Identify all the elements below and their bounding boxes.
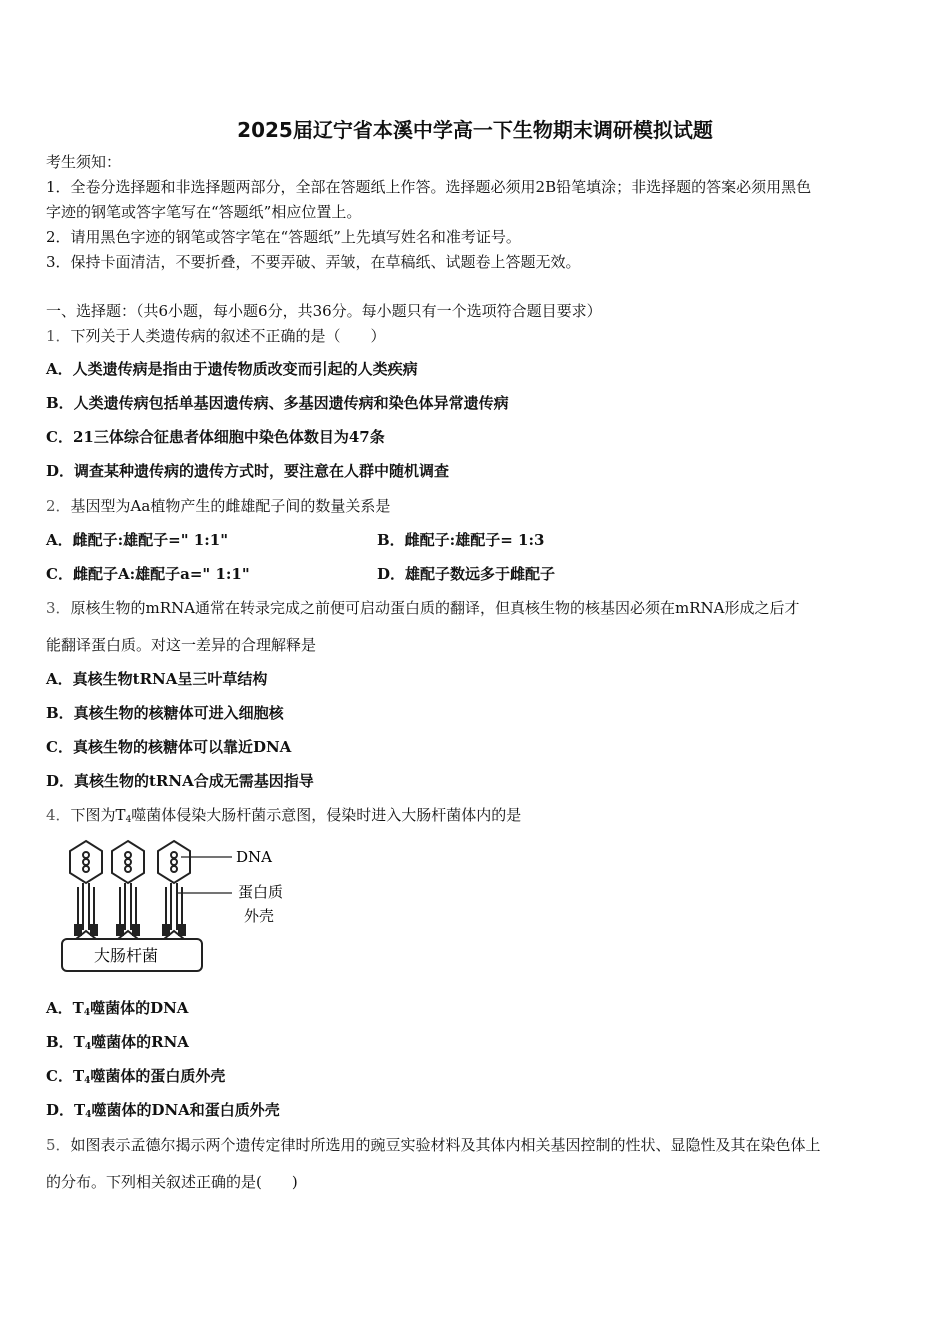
label-dna: DNA: [236, 848, 272, 866]
notice-line: 1．全卷分选择题和非选择题两部分，全部在答题纸上作答。选择题必须用2B铅笔填涂；非选择题的答案必须用黑色: [46, 178, 812, 196]
question-stem: 基因型为Aa植物产生的雌雄配子间的数量关系是: [70, 497, 391, 515]
option-c: C．雌配子A:雄配子a=" 1:1": [46, 565, 250, 583]
option-text: A．T: [46, 999, 84, 1017]
notice-heading: 考生须知：: [46, 153, 122, 171]
option-text: 噬菌体的DNA和蛋白质外壳: [91, 1101, 280, 1119]
question-stem: 下图为T: [70, 806, 126, 824]
question-number: 4．: [46, 806, 71, 824]
question-4: [46, 805, 521, 830]
option-a: A．真核生物tRNA呈三叶草结构: [46, 670, 268, 688]
option-a: A．人类遗传病是指由于遗传物质改变而引起的人类疾病: [46, 360, 418, 378]
option-b: B．真核生物的核糖体可进入细胞核: [46, 704, 284, 722]
option-b: [46, 1032, 189, 1057]
option-text: 噬菌体的蛋白质外壳: [90, 1067, 226, 1085]
option-text: 噬菌体的DNA: [90, 999, 189, 1017]
question-5: [46, 1135, 821, 1155]
option-b: B．人类遗传病包括单基因遗传病、多基因遗传病和染色体异常遗传病: [46, 394, 509, 412]
option-d: D．雄配子数远多于雌配子: [377, 565, 556, 583]
question-stem-cont: 的分布。下列相关叙述正确的是( ): [46, 1173, 298, 1191]
label-protein: 蛋白质: [238, 883, 284, 901]
label-shell: 外壳: [244, 907, 275, 925]
subscript: 4: [84, 1042, 92, 1052]
option-c: [46, 1066, 225, 1091]
option-c: C．真核生物的核糖体可以靠近DNA: [46, 738, 292, 756]
label-bacteria: 大肠杆菌: [94, 946, 159, 965]
question-stem-cont: 能翻译蛋白质。对这一差异的合理解释是: [46, 636, 317, 654]
subscript: 4: [83, 1008, 91, 1018]
question-1: [46, 326, 386, 346]
question-number: 2．: [46, 497, 71, 515]
option-text: C．T: [46, 1067, 85, 1085]
option-a: [46, 998, 188, 1023]
question-3: [46, 598, 800, 618]
option-b: B．雌配子:雄配子= 1:3: [377, 531, 545, 549]
subscript: 4: [85, 1110, 92, 1120]
question-number: 1．: [46, 327, 71, 345]
option-d: D．调查某种遗传病的遗传方式时，要注意在人群中随机调查: [46, 462, 450, 480]
phage-infection-figure: [46, 835, 316, 975]
option-d: D．真核生物的tRNA合成无需基因指导: [46, 772, 314, 790]
option-a: A．雌配子:雄配子=" 1:1": [46, 531, 229, 549]
question-number: 3．: [46, 599, 71, 617]
question-stem: 下列关于人类遗传病的叙述不正确的是（ ）: [70, 327, 386, 345]
option-c: C．21三体综合征患者体细胞中染色体数目为47条: [46, 428, 385, 446]
question-stem: 噬菌体侵染大肠杆菌示意图，侵染时进入大肠杆菌体内的是: [131, 806, 522, 824]
notice-line: 字迹的钢笔或答字笔写在“答题纸”相应位置上。: [46, 203, 362, 221]
notice-line: 2．请用黑色字迹的钢笔或答字笔在“答题纸”上先填写姓名和准考证号。: [46, 228, 521, 246]
option-text: B．T: [46, 1033, 85, 1051]
notice-line: 3．保持卡面清洁，不要折叠，不要弄破、弄皱，在草稿纸、试题卷上答题无效。: [46, 253, 581, 271]
subscript: 4: [125, 815, 132, 825]
option-text: D．T: [46, 1101, 86, 1119]
question-stem: 如图表示孟德尔揭示两个遗传定律时所选用的豌豆实验材料及其体内相关基因控制的性状、显隐性及其在染色体上: [70, 1136, 821, 1154]
question-stem: 原核生物的mRNA通常在转录完成之前便可启动蛋白质的翻译，但真核生物的核基因必须在mRNA形成之后才: [70, 599, 800, 617]
question-2: [46, 496, 390, 516]
question-number: 5．: [46, 1136, 71, 1154]
subscript: 4: [84, 1076, 91, 1086]
page-title: 2025届辽宁省本溪中学高一下生物期末调研模拟试题: [237, 118, 713, 142]
section-heading: 一、选择题：（共6小题，每小题6分，共36分。每小题只有一个选项符合题目要求）: [46, 302, 602, 320]
option-text: 噬菌体的RNA: [91, 1033, 189, 1051]
option-d: [46, 1100, 280, 1125]
